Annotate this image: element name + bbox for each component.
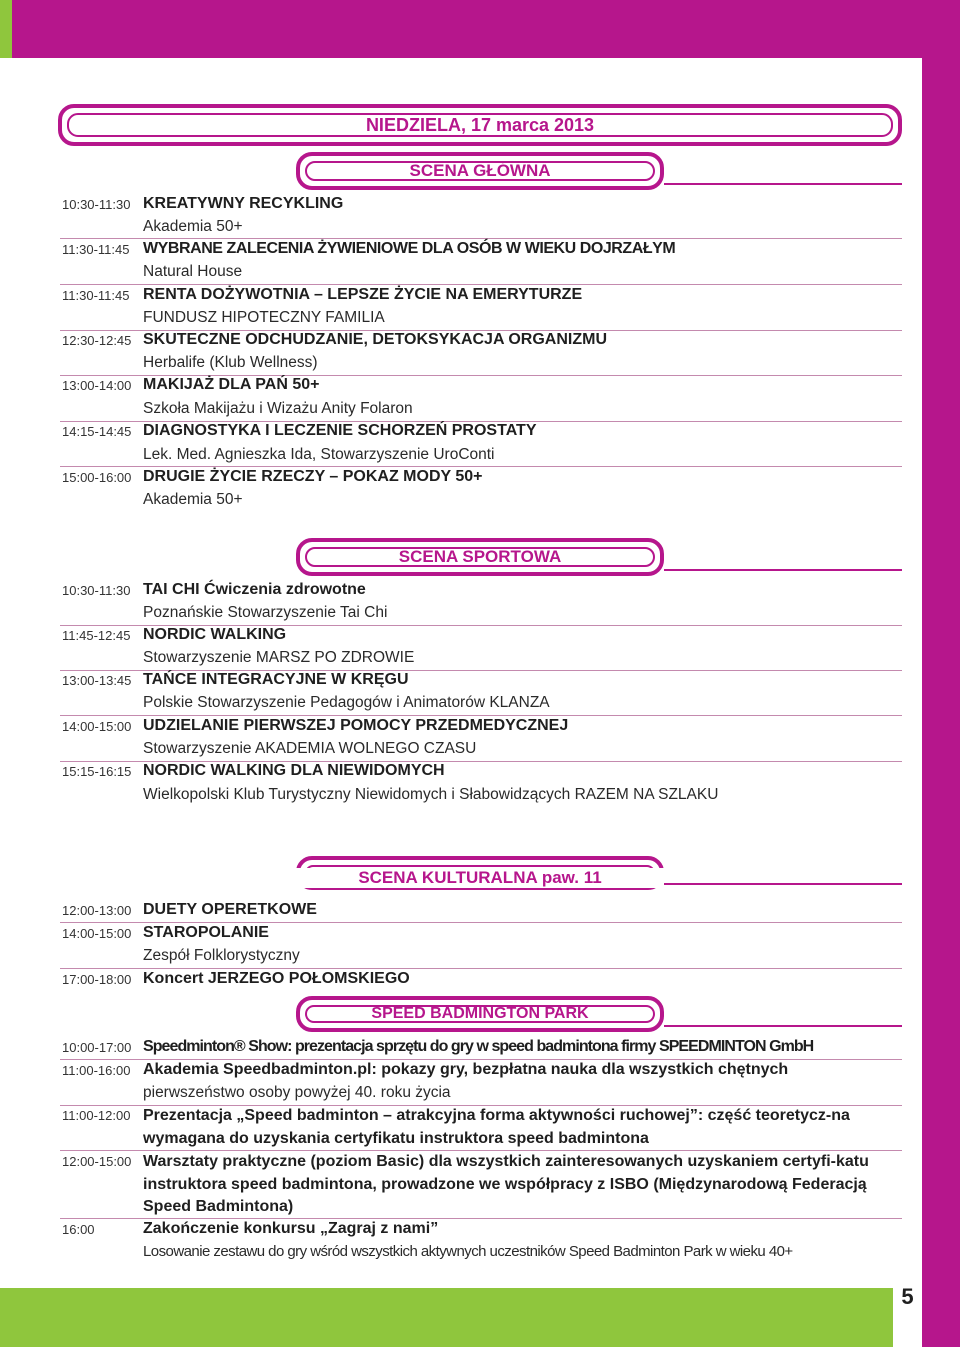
event-organizer: Lek. Med. Agnieszka Ida, Stowarzyszenie UroConti [143, 446, 495, 463]
top-magenta-band [0, 0, 960, 58]
event-organizer: Akademia 50+ [143, 218, 243, 235]
event-title: DUETY OPERETKOWE [143, 901, 317, 918]
event-title: Prezentacja „Speed badminton – atrakcyjna forma aktywności ruchowej”: część teoretycz-na wymagana do uzyskania certyfikatu instruktora speed badmintona [143, 1107, 850, 1147]
event-organizer: pierwszeństwo osoby powyżej 40. roku życia [143, 1084, 451, 1101]
event-title: STAROPOLANIE [143, 924, 269, 941]
event-time: 12:00-13:00 [62, 903, 132, 918]
event-title: TAŃCE INTEGRACYJNE W KRĘGU [143, 671, 409, 688]
event-organizer: Stowarzyszenie MARSZ PO ZDROWIE [143, 649, 415, 666]
speed-badmington-heading: SPEED BADMINGTON PARK [371, 1005, 589, 1022]
event-title: KREATYWNY RECYKLING [143, 195, 344, 212]
event-title: TAI CHI Ćwiczenia zdrowotne [143, 581, 366, 598]
scena-sportowa-heading: SCENA SPORTOWA [398, 547, 562, 566]
event-title: DRUGIE ŻYCIE RZECZY – POKAZ MODY 50+ [143, 468, 483, 485]
scena-kulturalna-heading: SCENA KULTURALNA paw. 11 [296, 868, 664, 888]
event-time: 16:00 [62, 1222, 95, 1237]
event-organizer: Akademia 50+ [143, 491, 243, 508]
event-time: 13:00-14:00 [62, 378, 132, 393]
event-time: 15:00-16:00 [62, 470, 132, 485]
separator [60, 1059, 902, 1060]
separator [60, 284, 902, 285]
scena-glowna-heading: SCENA GŁÓWNA [409, 161, 551, 180]
date-header: NIEDZIELA, 17 marca 2013 [365, 115, 595, 135]
event-time: 10:00-17:00 [62, 1040, 132, 1055]
event-time: 11:45-12:45 [62, 628, 131, 643]
event-time: 11:00-12:00 [62, 1108, 131, 1123]
event-time: 13:00-13:45 [62, 673, 132, 688]
event-time: 11:30-11:45 [62, 288, 130, 303]
event-time: 17:00-18:00 [62, 972, 132, 987]
page-number: 5 [901, 1284, 914, 1309]
event-title: Speedminton® Show: prezentacja sprzętu do gry w speed badmintona firmy SPEEDMINTON GmbH [143, 1038, 814, 1055]
event-title: SKUTECZNE ODCHUDZANIE, DETOKSYKACJA ORGANIZMU [143, 331, 608, 348]
event-title: Zakończenie konkursu „Zagraj z nami” [143, 1220, 439, 1237]
event-organizer: Losowanie zestawu do gry wśród wszystkich aktywnych uczestników Speed Badminton Park w wieku 40+ [143, 1243, 793, 1260]
event-organizer: Natural House [143, 263, 243, 280]
scena-kulturalna-rule [664, 883, 902, 885]
event-organizer: FUNDUSZ HIPOTECZNY FAMILIA [143, 309, 385, 326]
event-organizer: Szkoła Makijażu i Wizażu Anity Folaron [143, 400, 413, 417]
event-title: UDZIELANIE PIERWSZEJ POMOCY PRZEDMEDYCZNEJ [143, 717, 569, 734]
event-title: Akademia Speedbadminton.pl: pokazy gry, bezpłatna nauka dla wszystkich chętnych [143, 1061, 789, 1078]
event-title: WYBRANE ZALECENIA ŻYWIENIOWE DLA OSÓB W WIEKU DOJRZAŁYM [143, 240, 676, 257]
event-title: Warsztaty praktyczne (poziom Basic) dla wszystkich zainteresowanych uzyskaniem certyfi-katu instruktora speed badmintona, prowadzone we współpracy z ISBO (Międzynarodową Federacją Speed Badmintona) [143, 1153, 869, 1215]
separator [60, 466, 902, 467]
separator [60, 922, 902, 923]
scena-sportowa-rule [664, 569, 902, 571]
speed-badmington-rule [664, 1025, 902, 1027]
event-organizer: Polskie Stowarzyszenie Pedagogów i Animatorów KLANZA [143, 694, 550, 711]
event-time: 11:00-16:00 [62, 1063, 131, 1078]
separator [60, 715, 902, 716]
event-time: 12:00-15:00 [62, 1154, 132, 1169]
event-time: 10:30-11:30 [62, 197, 131, 212]
event-title: NORDIC WALKING [143, 626, 287, 643]
event-time: 10:30-11:30 [62, 583, 131, 598]
right-magenta-band [922, 0, 960, 1347]
event-title: RENTA DOŻYWOTNIA – LEPSZE ŻYCIE NA EMERYTURZE [143, 286, 583, 303]
event-time: 15:15-16:15 [62, 764, 132, 779]
event-time: 11:30-11:45 [62, 242, 130, 257]
bottom-green-band [0, 1288, 893, 1347]
event-time: 14:00-15:00 [62, 719, 132, 734]
event-time: 14:15-14:45 [62, 424, 132, 439]
event-organizer: Stowarzyszenie AKADEMIA WOLNEGO CZASU [143, 740, 477, 757]
separator [60, 1218, 902, 1219]
event-organizer: Herbalife (Klub Wellness) [143, 354, 318, 371]
event-organizer: Wielkopolski Klub Turystyczny Niewidomych i Słabowidzących RAZEM NA SZLAKU [143, 786, 719, 803]
event-time: 12:30-12:45 [62, 333, 132, 348]
event-organizer: Poznańskie Stowarzyszenie Tai Chi [143, 604, 388, 621]
event-title: MAKIJAŻ DLA PAŃ 50+ [143, 376, 320, 393]
scena-glowna-rule [664, 183, 902, 185]
separator [60, 238, 902, 239]
event-title: Koncert JERZEGO POŁOMSKIEGO [143, 970, 410, 987]
event-organizer: Zespół Folklorystyczny [143, 947, 300, 964]
event-title: DIAGNOSTYKA I LECZENIE SCHORZEŃ PROSTATY [143, 422, 537, 439]
event-title: NORDIC WALKING DLA NIEWIDOMYCH [143, 762, 445, 779]
top-left-green-accent [0, 0, 12, 58]
separator [60, 968, 902, 969]
event-time: 14:00-15:00 [62, 926, 132, 941]
